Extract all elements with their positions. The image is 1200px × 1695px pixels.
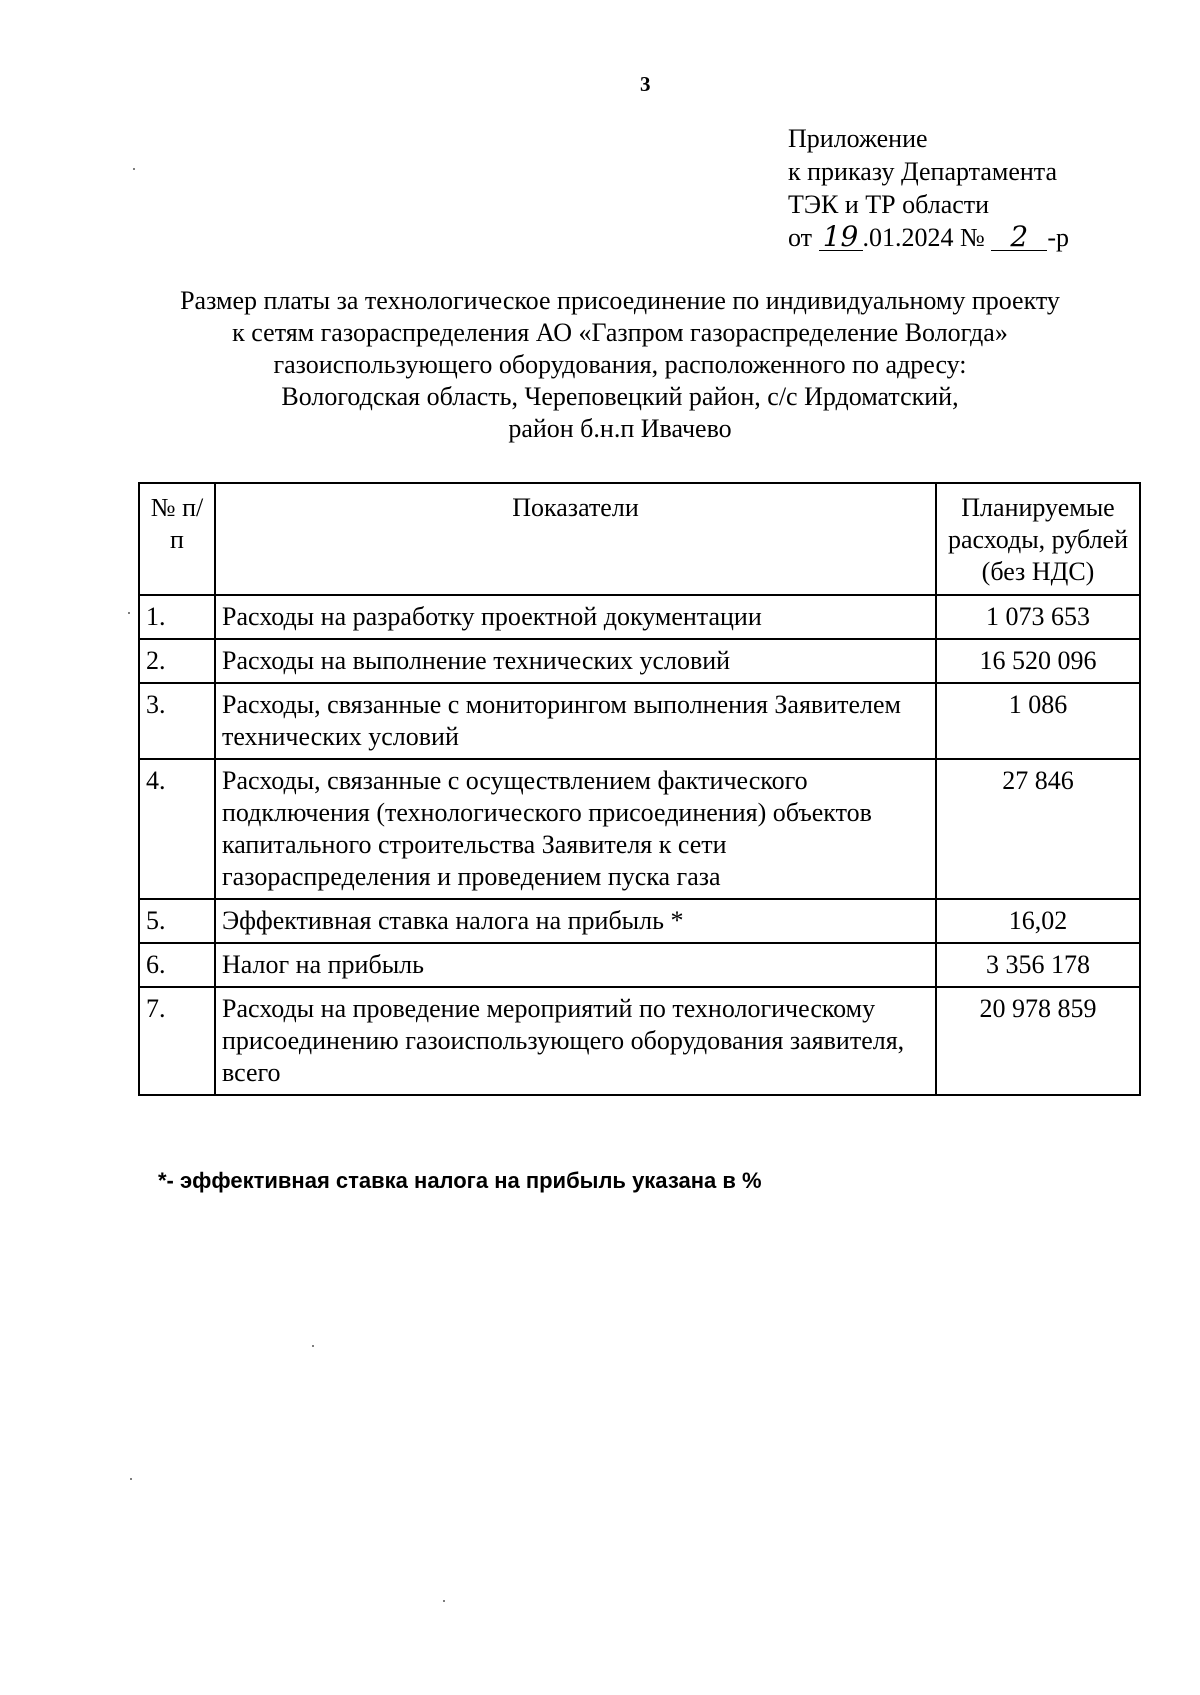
row-value: 16 520 096: [936, 639, 1140, 683]
row-value: 1 086: [936, 683, 1140, 759]
table-row: [139, 943, 1140, 987]
fees-table: [138, 482, 1141, 1096]
table-row: [139, 595, 1140, 639]
document-title: [120, 285, 1120, 445]
table-header-row: [139, 483, 1140, 595]
table-row: [139, 639, 1140, 683]
row-label: Расходы на проведение мероприятий по технологическому присоединению газоиспользующего оборудования заявителя, всего: [215, 987, 936, 1095]
handwritten-order-number: 2: [991, 224, 1047, 251]
table-row: [139, 899, 1140, 943]
scan-speck: [133, 168, 135, 170]
footnote: *- эффективная ставка налога на прибыль указана в %: [158, 1168, 762, 1193]
row-value: 1 073 653: [936, 595, 1140, 639]
appendix-line: к приказу Департамента: [788, 157, 1058, 186]
row-value: 3 356 178: [936, 943, 1140, 987]
header-number: № п/п: [139, 483, 215, 595]
title-line: к сетям газораспределения АО «Газпром газораспределение Вологда»: [232, 318, 1008, 347]
row-number: 6.: [139, 943, 215, 987]
appendix-block: [788, 122, 1069, 254]
header-indicator: Показатели: [215, 483, 936, 595]
row-value: 20 978 859: [936, 987, 1140, 1095]
title-line: Размер платы за технологическое присоединение по индивидуальному проекту: [180, 286, 1060, 315]
row-value: 16,02: [936, 899, 1140, 943]
appendix-line: ТЭК и ТР области: [788, 190, 990, 219]
row-value: 27 846: [936, 759, 1140, 899]
page-number: 3: [640, 72, 651, 96]
row-number: 3.: [139, 683, 215, 759]
row-label: Налог на прибыль: [215, 943, 936, 987]
handwritten-day: 19: [819, 224, 863, 251]
row-number: 5.: [139, 899, 215, 943]
row-number: 7.: [139, 987, 215, 1095]
scan-speck: [128, 612, 130, 614]
appendix-line: Приложение: [788, 124, 928, 153]
scan-speck: [443, 1600, 445, 1602]
title-line: район б.н.п Ивачево: [508, 414, 732, 443]
row-label: Расходы, связанные с мониторингом выполнения Заявителем технических условий: [215, 683, 936, 759]
row-number: 4.: [139, 759, 215, 899]
row-number: 1.: [139, 595, 215, 639]
row-label: Эффективная ставка налога на прибыль *: [215, 899, 936, 943]
table-row: [139, 683, 1140, 759]
table-row: [139, 987, 1140, 1095]
date-prefix: от: [788, 223, 813, 252]
table-row: [139, 759, 1140, 899]
row-number: 2.: [139, 639, 215, 683]
scan-speck: [130, 1478, 132, 1480]
title-line: газоиспользующего оборудования, расположенного по адресу:: [273, 350, 967, 379]
date-rest: .01.2024 №: [862, 223, 985, 252]
order-suffix: -р: [1047, 223, 1070, 252]
header-planned-costs: Планируемые расходы, рублей (без НДС): [936, 483, 1140, 595]
row-label: Расходы на разработку проектной документации: [215, 595, 936, 639]
order-date-line: [788, 221, 1069, 254]
scan-speck: [312, 1345, 314, 1347]
row-label: Расходы на выполнение технических условий: [215, 639, 936, 683]
title-line: Вологодская область, Череповецкий район, с/с Ирдоматский,: [281, 382, 959, 411]
row-label: Расходы, связанные с осуществлением фактического подключения (технологического присоединения) объектов капитального строительства Заявителя к сети газораспределения и проведением пуска газа: [215, 759, 936, 899]
